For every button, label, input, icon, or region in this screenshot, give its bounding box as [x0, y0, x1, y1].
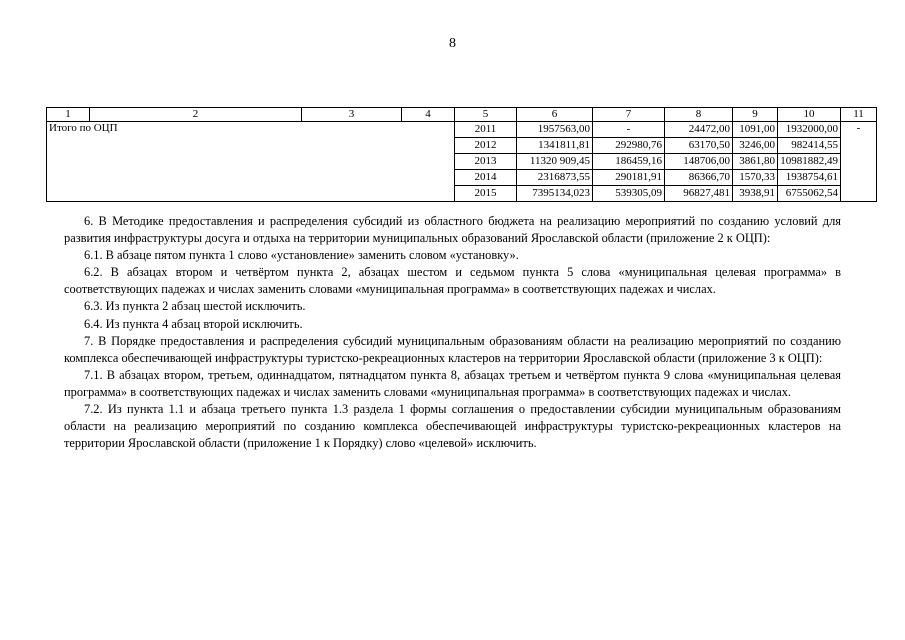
- value-cell: 290181,91: [593, 170, 665, 186]
- paragraph: 6.2. В абзацах втором и четвёртом пункта 2, абзацах шестом и седьмом пункта 5 слова «муниципальная целевая программа» в соответствующих падежах и числах заменить словами «муниципальная программа» в соответствующих падежах и числах.: [64, 265, 841, 297]
- value-cell: 186459,16: [593, 154, 665, 170]
- year-cell: 2011: [455, 122, 517, 138]
- header-cell: 9: [733, 108, 778, 122]
- value-cell: 63170,50: [665, 138, 733, 154]
- value-cell: 1932000,00: [778, 122, 841, 138]
- header-cell: 5: [455, 108, 517, 122]
- value-cell: 3246,00: [733, 138, 778, 154]
- value-cell: 3861,80: [733, 154, 778, 170]
- value-cell: 96827,481: [665, 186, 733, 202]
- value-cell: 1957563,00: [517, 122, 593, 138]
- header-cell: 7: [593, 108, 665, 122]
- header-cell: 4: [402, 108, 455, 122]
- value-cell: 1938754,61: [778, 170, 841, 186]
- value-cell: -: [593, 122, 665, 138]
- value-cell: 7395134,023: [517, 186, 593, 202]
- page-number: 8: [449, 36, 456, 51]
- paragraph: 6.1. В абзаце пятом пункта 1 слово «установление» заменить словом «установку».: [84, 248, 519, 263]
- value-cell: 10981882,49: [778, 154, 841, 170]
- header-cell: 8: [665, 108, 733, 122]
- col11-cell: -: [841, 122, 877, 202]
- header-cell: 2: [90, 108, 302, 122]
- paragraph: 6.3. Из пункта 2 абзац шестой исключить.: [84, 299, 306, 314]
- value-cell: 11320 909,45: [517, 154, 593, 170]
- value-cell: 24472,00: [665, 122, 733, 138]
- value-cell: 6755062,54: [778, 186, 841, 202]
- table-row: [47, 122, 877, 138]
- year-cell: 2015: [455, 186, 517, 202]
- paragraph: 6. В Методике предоставления и распределения субсидий из областного бюджета на реализацию мероприятий по созданию условий для развития инфраструктуры досуга и отдыха на территории муниципальных образований Ярославской области (приложение 2 к ОЦП):: [64, 214, 841, 246]
- budget-table: [46, 107, 877, 202]
- value-cell: 3938,91: [733, 186, 778, 202]
- paragraph: 7. В Порядке предоставления и распределения субсидий муниципальным образованиям области на реализацию мероприятий по созданию комплекса обеспечивающей инфраструктуры туристско-рекреационных кластеров на территории Ярославской области (приложение 3 к ОЦП):: [64, 333, 841, 365]
- value-cell: 982414,55: [778, 138, 841, 154]
- body-text: [64, 213, 841, 452]
- paragraph: 7.2. Из пункта 1.1 и абзаца третьего пункта 1.3 раздела 1 формы соглашения о предоставлении субсидии муниципальным образованиям области на реализацию мероприятий по созданию комплекса обеспечивающей инфраструктуры туристско-рекреационных кластеров на территории Ярославской области (приложение 1 к Порядку) слово «целевой» исключить.: [64, 402, 841, 451]
- header-cell: 3: [302, 108, 402, 122]
- value-cell: 292980,76: [593, 138, 665, 154]
- value-cell: 539305,09: [593, 186, 665, 202]
- header-cell: 10: [778, 108, 841, 122]
- header-cell: 11: [841, 108, 877, 122]
- year-cell: 2012: [455, 138, 517, 154]
- header-cell: 1: [47, 108, 90, 122]
- year-cell: 2014: [455, 170, 517, 186]
- value-cell: 148706,00: [665, 154, 733, 170]
- value-cell: 86366,70: [665, 170, 733, 186]
- value-cell: 1570,33: [733, 170, 778, 186]
- value-cell: 1341811,81: [517, 138, 593, 154]
- value-cell: 1091,00: [733, 122, 778, 138]
- value-cell: 2316873,55: [517, 170, 593, 186]
- total-label-cell: Итого по ОЦП: [47, 122, 455, 202]
- year-cell: 2013: [455, 154, 517, 170]
- paragraph: 6.4. Из пункта 4 абзац второй исключить.: [84, 316, 303, 331]
- table-header-row: [47, 108, 877, 122]
- paragraph: 7.1. В абзацах втором, третьем, одиннадцатом, пятнадцатом пункта 8, абзацах третьем и четвёртом пункта 9 слова «муниципальная целевая программа» в соответствующих падежах и числах заменить словами «муниципальная программа» в соответствующих падежах и числах.: [64, 367, 841, 399]
- header-cell: 6: [517, 108, 593, 122]
